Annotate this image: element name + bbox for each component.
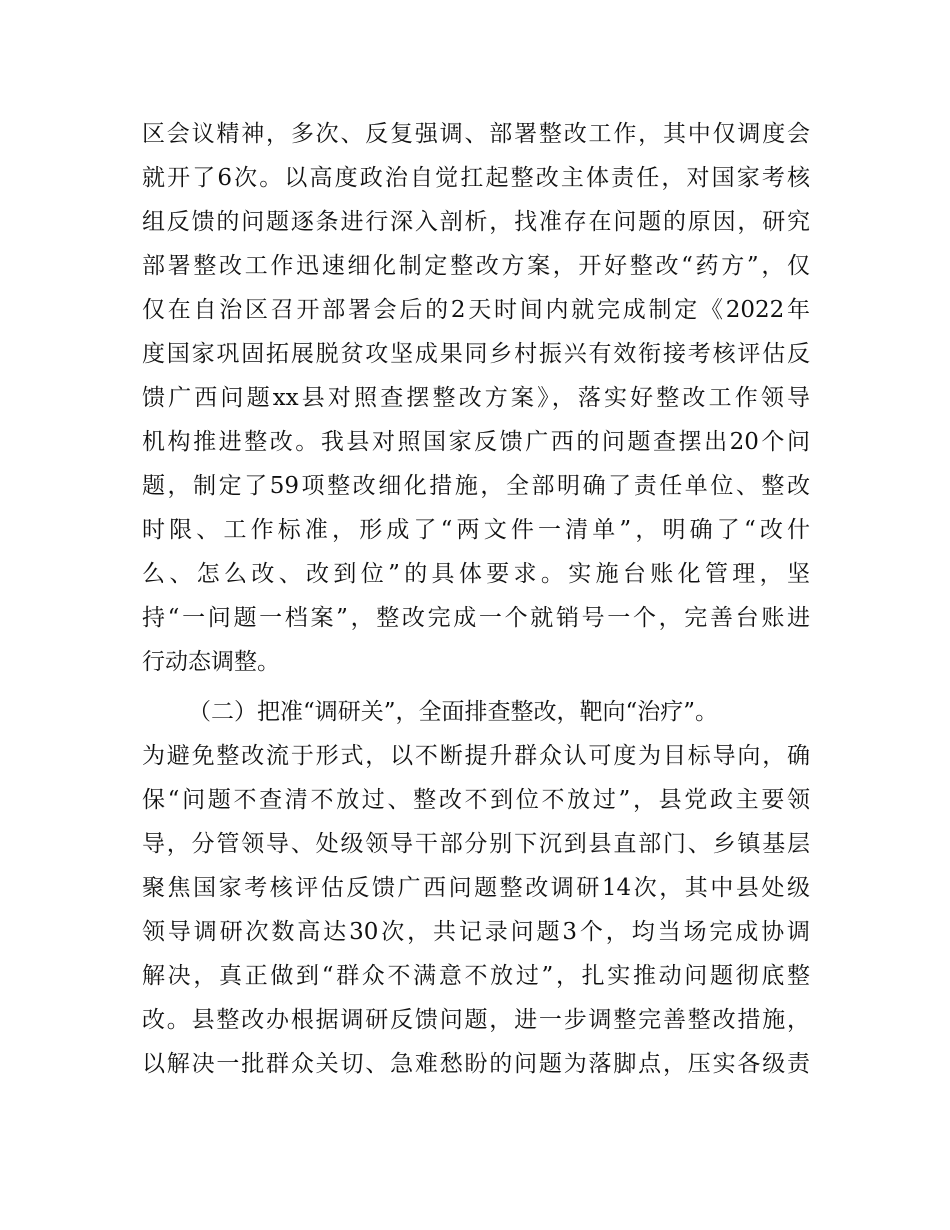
text-line: 部署整改工作迅速细化制定整改方案，开好整改“药方”，仅	[142, 253, 810, 279]
text-line: 领导调研次数高达30次，共记录问题3个，均当场完成协调	[142, 919, 810, 945]
text-line: 聚焦国家考核评估反馈广西问题整改调研14次，其中县处级	[142, 875, 810, 901]
text-line: 区会议精神，多次、反复强调、部署整改工作，其中仅调度会	[142, 121, 810, 147]
text-line: 行动态调整。	[142, 649, 280, 675]
text-line: 以解决一批群众关切、急难愁盼的问题为落脚点，压实各级责	[142, 1051, 810, 1077]
paragraph-research-checkpoint	[142, 690, 810, 1086]
text-line: 组反馈的问题逐条进行深入剖析，找准存在问题的原因，研究	[142, 209, 810, 235]
text-line: 馈广西问题xx县对照查摆整改方案》，落实好整改工作领导	[142, 385, 810, 411]
text-line: 持“一问题一档案”，整改完成一个就销号一个，完善台账进	[142, 605, 810, 631]
text-line: 导，分管领导、处级领导干部分别下沉到县直部门、乡镇基层	[142, 831, 810, 857]
text-line: 机构推进整改。我县对照国家反馈广西的问题查摆出20个问	[142, 429, 810, 455]
text-line: 时限、工作标准，形成了“两文件一清单”，明确了“改什	[142, 517, 810, 543]
text-line: 保“问题不查清不放过、整改不到位不放过”，县党政主要领	[142, 787, 810, 813]
section-heading-line: （二）把准“调研关”，全面排查整改，靶向“治疗”。	[188, 699, 719, 725]
text-line: 仅在自治区召开部署会后的2天时间内就完成制定《2022年	[142, 297, 810, 323]
text-line: 度国家巩固拓展脱贫攻坚成果同乡村振兴有效衔接考核评估反	[142, 341, 810, 367]
paragraph-rectification-work	[142, 112, 810, 684]
text-line: 就开了6次。以高度政治自觉扛起整改主体责任，对国家考核	[142, 165, 810, 191]
text-line: 么、怎么改、改到位”的具体要求。实施台账化管理，坚	[142, 561, 810, 587]
text-line: 改。县整改办根据调研反馈问题，进一步调整完善整改措施，	[142, 1007, 810, 1033]
text-line: 解决，真正做到“群众不满意不放过”，扎实推动问题彻底整	[142, 963, 810, 989]
text-line: 题，制定了59项整改细化措施，全部明确了责任单位、整改	[142, 473, 810, 499]
text-line: 为避免整改流于形式，以不断提升群众认可度为目标导向，确	[142, 743, 810, 769]
